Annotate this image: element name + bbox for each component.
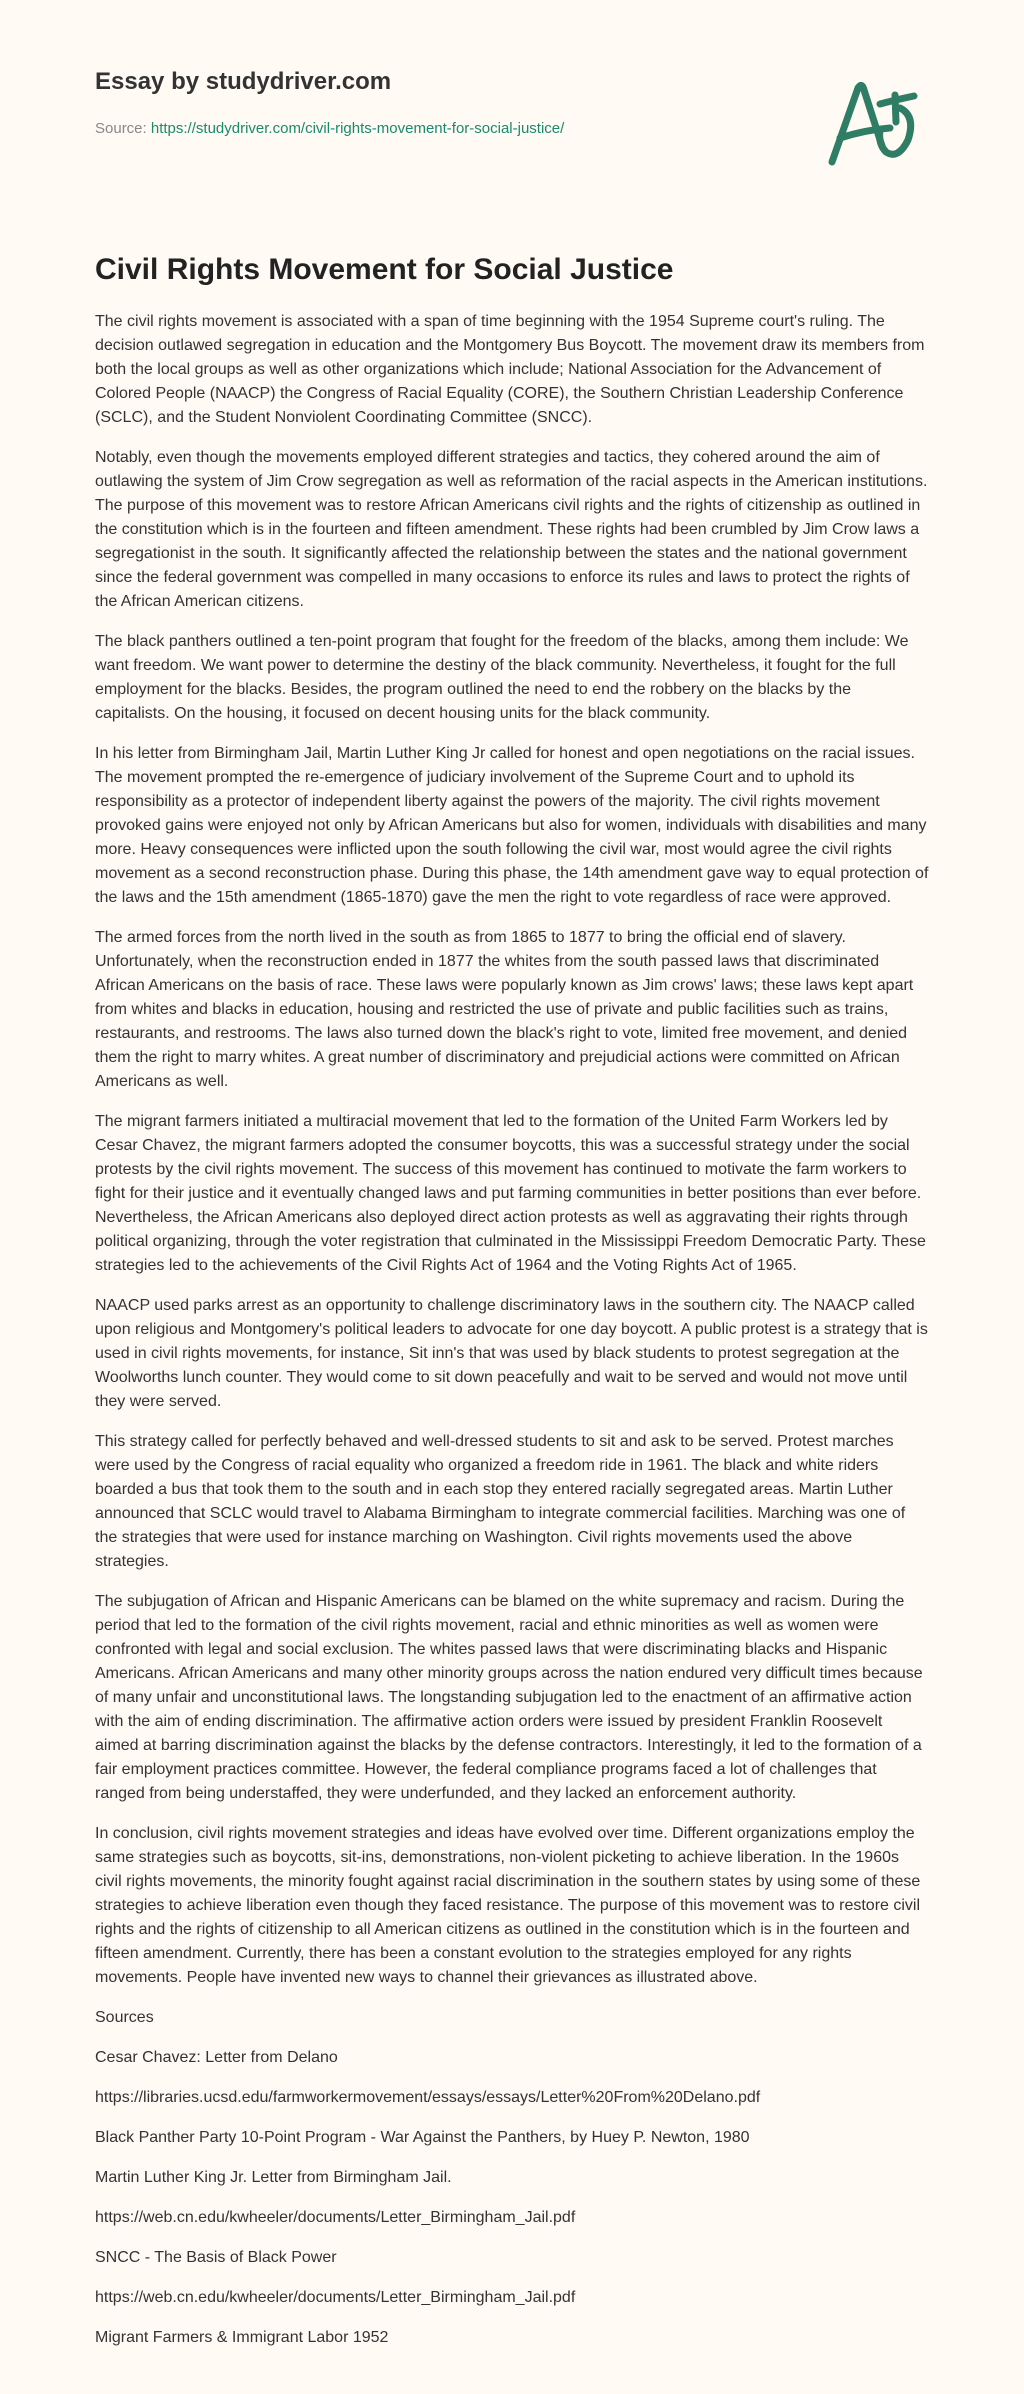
- source-item: Black Panther Party 10-Point Program - War Against the Panthers, by Huey P. Newton, 1980: [95, 2129, 750, 2146]
- source-label: Source:: [95, 120, 147, 137]
- a-plus-logo-icon: [820, 60, 930, 170]
- source-item: Martin Luther King Jr. Letter from Birmingham Jail.: [95, 2169, 452, 2186]
- source-item: https://libraries.ucsd.edu/farmworkermovement/essays/essays/Letter%20From%20Delano.pdf: [95, 2089, 761, 2106]
- site-title: Essay by studydriver.com: [95, 68, 392, 95]
- essay-paragraph: This strategy called for perfectly behaved and well-dressed students to sit and ask to be served. Protest marches were used by the Congress of racial equality who organized a freedom ride in 1961. The black and white riders boarded a bus that took them to the south and in each stop they entered racially segregated areas. Martin Luther announced that SCLC would travel to Alabama Birmingham to integrate commercial facilities. Marching was one of the strategies that were used for instance marching on Washington. Civil rights movements used the above strategies.: [95, 1433, 906, 1570]
- source-item: SNCC - The Basis of Black Power: [95, 2249, 337, 2266]
- source-link[interactable]: https://studydriver.com/civil-rights-movement-for-social-justice/: [150, 120, 565, 137]
- essay-paragraph: The armed forces from the north lived in the south as from 1865 to 1877 to bring the official end of slavery. Unfortunately, when the reconstruction ended in 1877 the whites from the south passed laws that discriminated African Americans on the basis of race. These laws were popularly known as Jim crows' laws; these laws kept apart from whites and blacks in education, housing and restricted the use of private and public facilities such as trains, restaurants, and restrooms. The laws also turned down the black's right to vote, limited free movement, and denied them the right to marry whites. A great number of discriminatory and prejudicial actions were committed on African Americans as well.: [95, 929, 914, 1090]
- source-item: https://web.cn.edu/kwheeler/documents/Letter_Birmingham_Jail.pdf: [95, 2209, 576, 2226]
- essay-paragraph: In conclusion, civil rights movement strategies and ideas have evolved over time. Different organizations employ the same strategies such as boycotts, sit-ins, demonstrations, non-violent picketing to achieve liberation. In the 1960s civil rights movements, the minority fought against racial discrimination in the southern states by using some of these strategies to achieve liberation even though they faced resistance. The purpose of this movement was to restore civil rights and the rights of citizenship to all American citizens as outlined in the constitution which is in the fourteen and fifteen amendment. Currently, there has been a constant evolution to the strategies employed for any rights movements. People have invented new ways to channel their grievances as illustrated above.: [95, 1825, 921, 1986]
- sources-section: [95, 2006, 930, 2350]
- essay-body: [95, 310, 930, 1990]
- essay-title: Civil Rights Movement for Social Justice: [95, 253, 674, 286]
- essay-paragraph: The civil rights movement is associated with a span of time beginning with the 1954 Supreme court's ruling. The decision outlawed segregation in education and the Montgomery Bus Boycott. The movement draw its members from both the local groups as well as other organizations which include; National Association for the Advancement of Colored People (NAACP) the Congress of Racial Equality (CORE), the Southern Christian Leadership Conference (SCLC), and the Student Nonviolent Coordinating Committee (SNCC).: [95, 313, 925, 426]
- source-line: [95, 120, 564, 137]
- essay-paragraph: NAACP used parks arrest as an opportunity to challenge discriminatory laws in the southern city. The NAACP called upon religious and Montgomery's political leaders to advocate for one day boycott. A public protest is a strategy that is used in civil rights movements, for instance, Sit inn's that was used by black students to protest segregation at the Woolworths lunch counter. They would come to sit down peacefully and wait to be served and would not move until they were served.: [95, 1297, 928, 1410]
- source-item: https://web.cn.edu/kwheeler/documents/Letter_Birmingham_Jail.pdf: [95, 2289, 576, 2306]
- essay-paragraph: The black panthers outlined a ten-point program that fought for the freedom of the blacks, among them include: We want freedom. We want power to determine the destiny of the black community. Nevertheless, it fought for the full employment for the blacks. Besides, the program outlined the need to end the robbery on the blacks by the capitalists. On the housing, it focused on decent housing units for the black community.: [95, 633, 909, 722]
- essay-content: [0, 252, 1024, 2350]
- essay-paragraph: The subjugation of African and Hispanic Americans can be blamed on the white supremacy and racism. During the period that led to the formation of the civil rights movement, racial and ethnic minorities as well as women were confronted with legal and social exclusion. The whites passed laws that were discriminating blacks and Hispanic Americans. African Americans and many other minority groups across the nation endured very difficult times because of many unfair and unconstitutional laws. The longstanding subjugation led to the enactment of an affirmative action with the aim of ending discrimination. The affirmative action orders were issued by president Franklin Roosevelt aimed at barring discrimination against the blacks by the defense contractors. Interestingly, it led to the formation of a fair employment practices committee. However, the federal compliance programs faced a lot of challenges that ranged from being understaffed, they were underfunded, and they lacked an enforcement authority.: [95, 1593, 923, 1802]
- source-item: Cesar Chavez: Letter from Delano: [95, 2049, 338, 2066]
- essay-paragraph: Notably, even though the movements employed different strategies and tactics, they cohered around the aim of outlawing the system of Jim Crow segregation as well as reformation of the racial aspects in the American institutions. The purpose of this movement was to restore African Americans civil rights and the rights of citizenship as outlined in the constitution which is in the fourteen and fifteen amendment. These rights had been crumbled by Jim Crow laws a segregationist in the south. It significantly affected the relationship between the states and the national government since the federal government was compelled in many occasions to enforce its rules and laws to protect the rights of the African American citizens.: [95, 449, 928, 610]
- source-item: Migrant Farmers & Immigrant Labor 1952: [95, 2329, 389, 2346]
- page-header: [0, 0, 1024, 200]
- essay-paragraph: The migrant farmers initiated a multiracial movement that led to the formation of the United Farm Workers led by Cesar Chavez, the migrant farmers adopted the consumer boycotts, this was a successful strategy under the social protests by the civil rights movement. The success of this movement has continued to motivate the farm workers to fight for their justice and it eventually changed laws and put farming communities in better positions than ever before. Nevertheless, the African Americans also deployed direct action protests as well as aggravating their rights through political organizing, through the voter registration that culminated in the Mississippi Freedom Democratic Party. These strategies led to the achievements of the Civil Rights Act of 1964 and the Voting Rights Act of 1965.: [95, 1113, 926, 1274]
- essay-paragraph: In his letter from Birmingham Jail, Martin Luther King Jr called for honest and open negotiations on the racial issues. The movement prompted the re-emergence of judiciary involvement of the Supreme Court and to uphold its responsibility as a protector of independent liberty against the powers of the majority. The civil rights movement provoked gains were enjoyed not only by African Americans but also for women, individuals with disabilities and many more. Heavy consequences were inflicted upon the south following the civil war, most would agree the civil rights movement as a second reconstruction phase. During this phase, the 14th amendment gave way to equal protection of the laws and the 15th amendment (1865-1870) gave the men the right to vote regardless of race were approved.: [95, 745, 929, 906]
- sources-heading: Sources: [95, 2009, 154, 2026]
- sources-list: [95, 2046, 930, 2350]
